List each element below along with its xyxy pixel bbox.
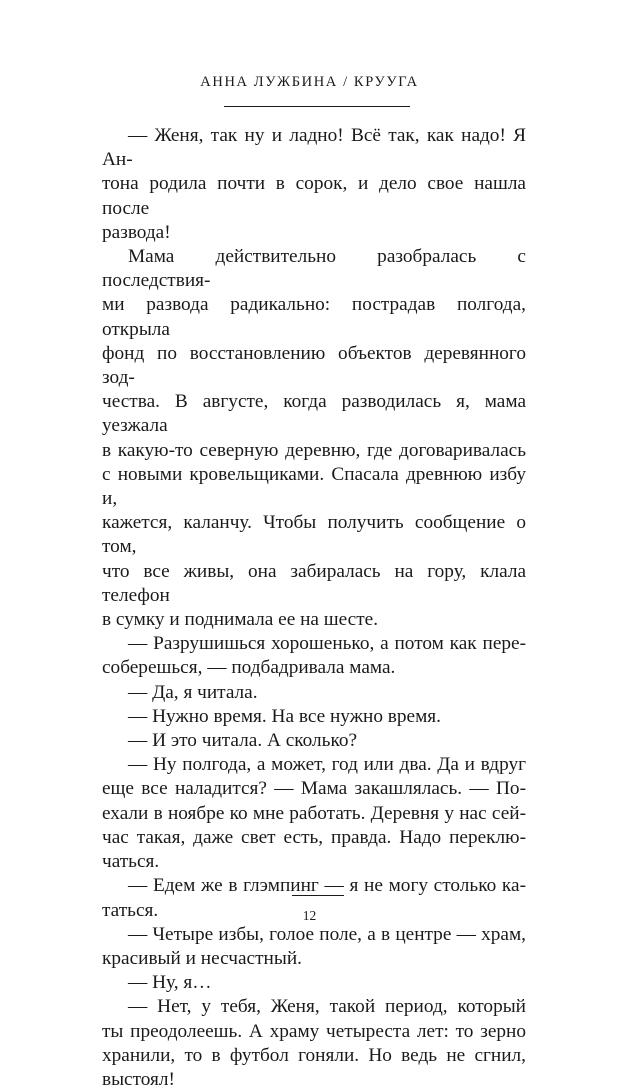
- paragraph: [102, 124, 526, 245]
- text-line: — Четыре избы, голое поле, а в центре — храм,: [128, 923, 526, 945]
- text-line: чаться.: [102, 851, 160, 873]
- header-rule: [224, 106, 410, 107]
- text-line: — Нужно время. На все нужно время.: [128, 705, 441, 727]
- text-line: чества. В августе, когда разводилась я, мама уезжала: [102, 391, 526, 437]
- text-line: — Едем же в глэмпинг — я не могу столько ка-: [128, 875, 526, 897]
- text-line: — Ну, я…: [128, 972, 212, 994]
- text-line: соберешься, — подбадривала мама.: [102, 657, 396, 679]
- text-line: в сумку и поднимала ее на шесте.: [102, 609, 379, 631]
- text-line: с новыми кровельщиками. Спасала древнюю избу и,: [102, 463, 526, 510]
- text-line: ехали в ноябре ко мне работать. Деревня у нас сей-: [102, 802, 526, 824]
- text-line: — Женя, так ну и ладно! Всё так, как надо! Я Ан-: [102, 125, 526, 171]
- text-line: — Разрушишься хорошенько, а потом как пере-: [128, 633, 526, 655]
- footer-rule: [292, 895, 344, 896]
- text-line: — Ну полгода, а может, год или два. Да и вдруг: [128, 754, 526, 776]
- text-line: выстоял!: [102, 1068, 175, 1090]
- text-line: хранили, то в футбол гоняли. Но ведь не сгнил,: [102, 1044, 526, 1066]
- text-line: что все живы, она забиралась на гору, клала телефон: [102, 560, 526, 606]
- page-number: 12: [302, 908, 317, 923]
- text-line: таться.: [102, 899, 159, 921]
- text-line: еще все наладится? — Мама закашлялась. — По-: [102, 778, 526, 800]
- text-line: час такая, даже свет есть, правда. Надо переклю-: [102, 826, 526, 848]
- text-line: кажется, каланчу. Чтобы получить сообщение о том,: [102, 512, 526, 558]
- paragraph: [102, 995, 526, 1092]
- paragraph: [102, 705, 526, 729]
- paragraph: [102, 729, 526, 753]
- paragraph: [102, 923, 526, 971]
- paragraph: [102, 971, 526, 995]
- running-header: [0, 74, 619, 91]
- text-line: тона родила почти в сорок, и дело свое нашла после: [102, 173, 526, 219]
- text-line: фонд по восстановлению объектов деревянного зод-: [102, 342, 526, 389]
- text-line: красивый и несчастный.: [102, 947, 302, 969]
- paragraph: [102, 681, 526, 705]
- text-line: в какую-то северную деревню, где договаривалась: [102, 439, 526, 461]
- text-line: — Да, я читала.: [128, 681, 258, 703]
- text-line: — Нет, у тебя, Женя, такой период, который: [128, 996, 526, 1018]
- text-line: ми развода радикально: пострадав полгода, открыла: [102, 294, 526, 340]
- text-line: ты преодолеешь. А храму четыреста лет: то зерно: [102, 1020, 526, 1042]
- text-line: развода!: [102, 221, 171, 243]
- text-line: Мама действительно разобралась с последствия-: [102, 246, 526, 292]
- running-title: АННА ЛУЖБИНА / КРУУГА: [200, 74, 419, 90]
- paragraph: [102, 753, 526, 874]
- text-line: — И это читала. А сколько?: [128, 730, 358, 752]
- paragraph: [102, 245, 526, 632]
- paragraph: [102, 632, 526, 680]
- body-text: [102, 124, 526, 1092]
